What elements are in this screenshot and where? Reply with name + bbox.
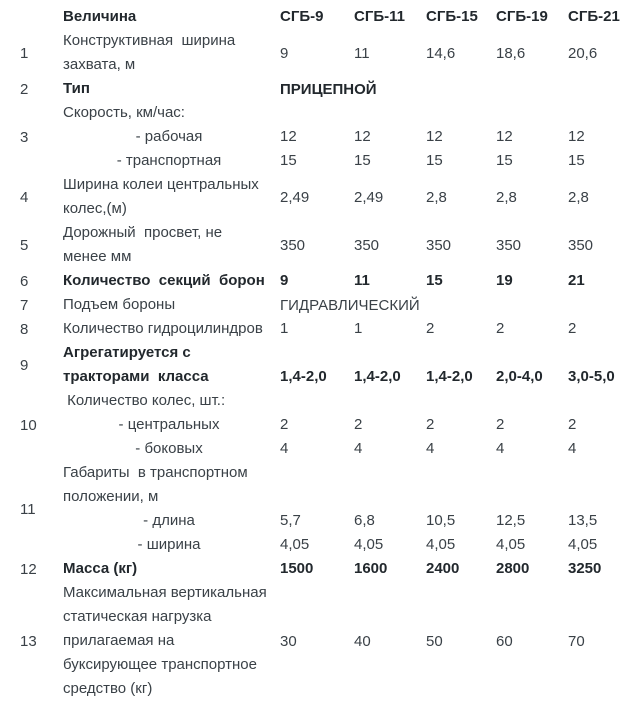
param-label: - ширина: [137, 536, 201, 553]
value-cell: 350: [496, 236, 522, 254]
value: [494, 101, 566, 125]
value: [424, 389, 494, 413]
row-number: 4: [20, 188, 29, 206]
value-cell: [566, 101, 632, 173]
value: [278, 389, 352, 413]
param-cell: [60, 269, 278, 293]
param-label: статическая нагрузка: [63, 608, 212, 625]
value: 12: [354, 128, 371, 145]
param-label: Количество секций борон: [63, 272, 265, 289]
model-column-header: [566, 5, 632, 29]
value: 2,0-4,0: [496, 368, 543, 385]
value: 1: [354, 320, 363, 337]
row-number: 1: [20, 44, 29, 62]
value-cell: [424, 101, 494, 173]
row-number: 9: [20, 356, 29, 374]
value-span: ГИДРАВЛИЧЕСКИЙ: [280, 296, 420, 314]
value: 9: [280, 272, 289, 289]
value-cell: [566, 341, 632, 389]
value: 1,4-2,0: [426, 368, 473, 385]
param-cell: [60, 77, 278, 101]
value-cell: 11: [354, 44, 370, 62]
value: [566, 341, 632, 365]
value: [566, 101, 632, 125]
value-cell: 50: [426, 632, 443, 650]
value-cell: [352, 269, 424, 293]
param-label: Ширина колеи центральных: [63, 176, 259, 193]
value: [278, 485, 352, 509]
value-cell: 350: [280, 236, 306, 254]
table-row: [0, 221, 632, 269]
value: [352, 485, 424, 509]
value: 2: [568, 320, 577, 337]
param-cell: [60, 461, 278, 557]
param-cell: [60, 5, 278, 29]
value-cell: [278, 557, 352, 581]
value-cell: [494, 101, 566, 173]
value: СГБ-9: [280, 8, 324, 25]
value: 4: [568, 440, 577, 457]
param-label: Тип: [63, 80, 90, 97]
value: 15: [280, 152, 297, 169]
value-cell: [494, 557, 566, 581]
param-label: Габариты в транспортном: [63, 464, 248, 481]
param-label: захвата, м: [63, 56, 136, 73]
value: 12: [568, 128, 585, 145]
table-row: [0, 29, 632, 77]
value-cell: [278, 461, 352, 557]
value: 2: [426, 416, 435, 433]
value: 4: [280, 440, 289, 457]
value-cell: [278, 389, 352, 461]
value-cell: [494, 269, 566, 293]
table-row: [0, 557, 632, 581]
value-cell: [278, 317, 352, 341]
value: [424, 101, 494, 125]
value: 2: [426, 320, 435, 337]
value: 3,0-5,0: [568, 368, 615, 385]
value: 12: [426, 128, 443, 145]
model-column-header: [494, 5, 566, 29]
param-column-header: Величина: [63, 8, 137, 25]
value-cell: 2,8: [426, 188, 447, 206]
header-row: [0, 5, 632, 29]
param-label: средство (кг): [63, 680, 153, 697]
table-row: [0, 173, 632, 221]
value: 2800: [496, 560, 530, 577]
value-cell: [278, 269, 352, 293]
value-cell: 350: [426, 236, 452, 254]
value-cell: 9: [280, 44, 289, 62]
value: 4,05: [568, 536, 598, 553]
table-row: [0, 341, 632, 389]
value: [352, 461, 424, 485]
value-cell: [566, 461, 632, 557]
param-label: Масса (кг): [63, 560, 138, 577]
param-label: менее мм: [63, 248, 132, 265]
value-cell: 2,49: [354, 188, 384, 206]
param-label: Максимальная вертикальная: [63, 584, 267, 601]
value-cell: 60: [496, 632, 513, 650]
value: 6,8: [354, 512, 375, 529]
value: 2: [496, 320, 505, 337]
value: 15: [426, 272, 443, 289]
value-cell: [424, 557, 494, 581]
value: [424, 485, 494, 509]
value-cell: [352, 101, 424, 173]
value: 4: [354, 440, 363, 457]
table-row: [0, 269, 632, 293]
value: [424, 341, 494, 365]
param-cell: [60, 581, 278, 701]
value: [352, 341, 424, 365]
row-number: 13: [20, 632, 37, 650]
value-cell: [424, 317, 494, 341]
value: [278, 461, 352, 485]
param-label: колес,(м): [63, 200, 127, 217]
value: 15: [568, 152, 585, 169]
value-cell: [352, 557, 424, 581]
value: 1500: [280, 560, 314, 577]
value: 4,05: [280, 536, 310, 553]
value: 5,7: [280, 512, 301, 529]
param-label: Агрегатируется с: [63, 344, 191, 361]
value: 1,4-2,0: [280, 368, 327, 385]
value-cell: 2,49: [280, 188, 310, 206]
param-cell: [60, 317, 278, 341]
param-cell: [60, 557, 278, 581]
value-cell: 350: [354, 236, 380, 254]
value: 2: [354, 416, 363, 433]
value: [278, 341, 352, 365]
value: СГБ-11: [354, 8, 405, 25]
value: 2: [496, 416, 505, 433]
value-cell: [566, 389, 632, 461]
model-column-header: [278, 5, 352, 29]
value-cell: [424, 341, 494, 389]
value: [494, 389, 566, 413]
value-cell: [566, 317, 632, 341]
value: СГБ-19: [496, 8, 548, 25]
value-cell: 18,6: [496, 44, 526, 62]
value: [352, 101, 424, 125]
value-cell: 14,6: [426, 44, 456, 62]
param-cell: [60, 389, 278, 461]
table-row: [0, 293, 632, 317]
param-cell: [60, 29, 278, 77]
value: 3250: [568, 560, 602, 577]
value-cell: [278, 101, 352, 173]
value: [494, 341, 566, 365]
param-label: Дорожный просвет, не: [63, 224, 223, 241]
param-label: Количество гидроцилиндров: [63, 320, 263, 337]
value-cell: [494, 461, 566, 557]
row-number: 11: [20, 500, 36, 518]
row-number: 5: [20, 236, 29, 254]
value: [566, 389, 632, 413]
table-row: [0, 461, 632, 557]
value: 4,05: [354, 536, 384, 553]
value-cell: 70: [568, 632, 585, 650]
table-row: [0, 389, 632, 461]
value: СГБ-21: [568, 8, 620, 25]
value-cell: [352, 461, 424, 557]
value-cell: 350: [568, 236, 594, 254]
value: [352, 389, 424, 413]
value: 12: [496, 128, 513, 145]
value-cell: 20,6: [568, 44, 598, 62]
row-number: 12: [20, 560, 37, 578]
value-cell: 2,8: [496, 188, 517, 206]
value-cell: [352, 341, 424, 389]
value: 21: [568, 272, 585, 289]
value-cell: 30: [280, 632, 297, 650]
value: 4: [426, 440, 435, 457]
value: 15: [354, 152, 371, 169]
value: 1,4-2,0: [354, 368, 401, 385]
param-label: прилагаемая на: [63, 632, 175, 649]
row-number: 2: [20, 80, 29, 98]
param-label: - рабочая: [135, 128, 203, 145]
param-label: положении, м: [63, 488, 159, 505]
value-cell: [424, 389, 494, 461]
value: [566, 461, 632, 485]
value-cell: [566, 269, 632, 293]
param-label: - транспортная: [116, 152, 222, 169]
table-row: [0, 101, 632, 173]
param-label: тракторами класса: [63, 368, 209, 385]
value-cell: [424, 461, 494, 557]
param-cell: [60, 173, 278, 221]
value: 4,05: [426, 536, 456, 553]
value: 4,05: [496, 536, 526, 553]
value: 15: [426, 152, 443, 169]
value-cell: [424, 269, 494, 293]
value: 1600: [354, 560, 388, 577]
value: 1: [280, 320, 289, 337]
value: 2: [280, 416, 289, 433]
value-cell: [278, 341, 352, 389]
param-label: Подъем бороны: [63, 296, 176, 313]
value-cell: [352, 389, 424, 461]
value: 12: [280, 128, 297, 145]
param-label: - боковых: [135, 440, 203, 457]
value: 12,5: [496, 512, 526, 529]
value: [494, 485, 566, 509]
value: 2: [568, 416, 577, 433]
param-cell: [60, 221, 278, 269]
value-cell: [352, 317, 424, 341]
table-row: [0, 77, 632, 101]
value-cell: 2,8: [568, 188, 589, 206]
row-number: 10: [20, 416, 37, 434]
param-label: - длина: [143, 512, 195, 529]
value: [566, 485, 632, 509]
value: 10,5: [426, 512, 456, 529]
value: [278, 101, 352, 125]
row-number: [0, 5, 60, 29]
value: СГБ-15: [426, 8, 478, 25]
value: 2400: [426, 560, 460, 577]
table-row: [0, 317, 632, 341]
value: [424, 461, 494, 485]
row-number: 7: [20, 296, 29, 314]
value-cell: 40: [354, 632, 371, 650]
table-row: [0, 581, 632, 701]
row-number: 6: [20, 272, 29, 290]
value: 4: [496, 440, 505, 457]
model-column-header: [352, 5, 424, 29]
value: 11: [354, 272, 370, 289]
value: 13,5: [568, 512, 598, 529]
param-label: Скорость, км/час:: [63, 104, 185, 121]
value: 15: [496, 152, 513, 169]
value-cell: [494, 389, 566, 461]
row-number: 3: [20, 128, 29, 146]
value: 19: [496, 272, 513, 289]
value-cell: [494, 341, 566, 389]
value-cell: [494, 317, 566, 341]
model-column-header: [424, 5, 494, 29]
param-label: - центральных: [118, 416, 220, 433]
row-number: 8: [20, 320, 29, 338]
value: [494, 461, 566, 485]
param-cell: [60, 341, 278, 389]
param-label: Количество колес, шт.:: [63, 392, 226, 409]
param-label: Конструктивная ширина: [63, 32, 236, 49]
value-span: ПРИЦЕПНОЙ: [280, 80, 377, 98]
param-label: буксирующее транспортное: [63, 656, 257, 673]
value-cell: [566, 557, 632, 581]
param-cell: [60, 101, 278, 173]
param-cell: [60, 293, 278, 317]
